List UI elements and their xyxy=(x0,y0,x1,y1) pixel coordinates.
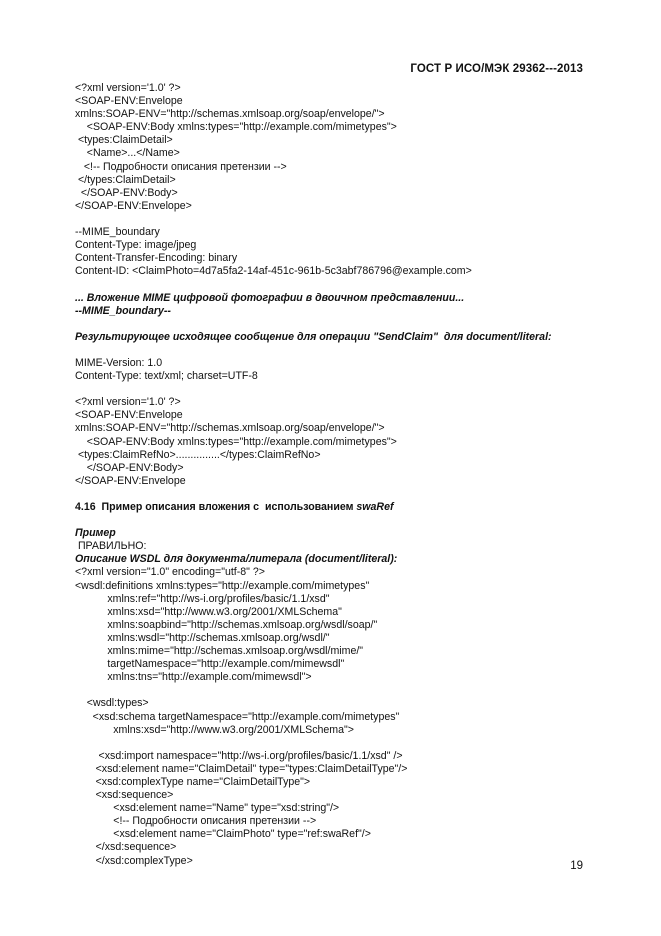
correct-label: ПРАВИЛЬНО: xyxy=(75,540,147,553)
code-line: <xsd:complexType name="ClaimDetailType"> xyxy=(75,775,311,788)
code-line: xmlns:wsdl="http://schemas.xmlsoap.org/wsdl/" xyxy=(75,631,330,644)
code-line: <xsd:element name="ClaimDetail" type="types:ClaimDetailType"/> xyxy=(75,762,408,775)
section-heading xyxy=(75,501,615,514)
code-line: xmlns:SOAP-ENV="http://schemas.xmlsoap.org/soap/envelope/"> xyxy=(75,108,385,121)
code-line: </SOAP-ENV:Envelope> xyxy=(75,199,192,212)
code-line: <SOAP-ENV:Envelope xyxy=(75,409,183,422)
code-line: xmlns:soapbind="http://schemas.xmlsoap.org/wsdl/soap/" xyxy=(75,618,378,631)
code-line: <?xml version='1.0' ?> xyxy=(75,82,181,94)
mime-boundary-end: --MIME_boundary-- xyxy=(75,304,171,317)
code-line: </xsd:sequence> xyxy=(75,841,177,854)
code-line: <xsd:import namespace="http://ws-i.org/profiles/basic/1.1/xsd" /> xyxy=(75,749,403,762)
wsdl-definitions xyxy=(75,566,615,684)
attachment-note-line: ... Вложение MIME цифровой фотографии в двоичном представлении... xyxy=(75,291,465,304)
attachment-note xyxy=(75,292,615,318)
section-heading-text: 4.16 Пример описания вложения с использованием xyxy=(75,501,357,513)
page-number: 19 xyxy=(570,860,583,872)
code-line: <SOAP-ENV:Body xmlns:types="http://example.com/mimetypes"> xyxy=(75,121,397,134)
code-line: <SOAP-ENV:Envelope xyxy=(75,95,183,108)
wsdl-types xyxy=(75,697,615,736)
mime-headers xyxy=(75,357,615,383)
section-heading-emphasis: swaRef xyxy=(356,501,394,513)
code-line: xmlns:tns="http://example.com/mimewsdl"> xyxy=(75,671,312,684)
code-line: <wsdl:types> xyxy=(75,697,149,710)
code-line: </SOAP-ENV:Envelope xyxy=(75,474,186,487)
code-line: xmlns:ref="http://ws-i.org/profiles/basic/1.1/xsd" xyxy=(75,592,330,605)
code-line: </SOAP-ENV:Body> xyxy=(75,461,184,474)
code-line: targetNamespace="http://example.com/mimewsdl" xyxy=(75,658,345,671)
example-label: Пример xyxy=(75,527,116,540)
code-line: <?xml version='1.0' ?> xyxy=(75,396,181,409)
code-line: xmlns:SOAP-ENV="http://schemas.xmlsoap.org/soap/envelope/"> xyxy=(75,422,385,435)
code-line: Content-Transfer-Encoding: binary xyxy=(75,252,238,265)
result-heading: Результирующее исходящее сообщение для операции "SendClaim" для document/literal: xyxy=(75,330,552,343)
code-line: <xsd:schema targetNamespace="http://example.com/mimetypes" xyxy=(75,710,400,723)
code-line: xmlns:xsd="http://www.w3.org/2001/XMLSchema" xyxy=(75,605,342,618)
code-line: xmlns:mime="http://schemas.xmlsoap.org/wsdl/mime/" xyxy=(75,645,364,658)
code-line: <wsdl:definitions xmlns:types="http://example.com/mimetypes" xyxy=(75,579,370,592)
code-line: Content-Type: image/jpeg xyxy=(75,239,197,252)
mime-part-headers xyxy=(75,226,615,278)
code-line: <!-- Подробности описания претензии --> xyxy=(75,815,317,828)
code-line: <types:ClaimRefNo>...............</types:ClaimRefNo> xyxy=(75,448,321,461)
code-line: <Name>...</Name> xyxy=(75,147,180,160)
standard-header: ГОСТ Р ИСО/МЭК 29362---2013 xyxy=(410,63,583,75)
code-line: xmlns:xsd="http://www.w3.org/2001/XMLSchema"> xyxy=(75,723,354,736)
code-line: </xsd:complexType> xyxy=(75,854,193,867)
code-line: </SOAP-ENV:Body> xyxy=(75,186,178,199)
page-content xyxy=(75,82,615,868)
code-line: <xsd:element name="ClaimPhoto" type="ref:swaRef"/> xyxy=(75,828,371,841)
code-line: <SOAP-ENV:Body xmlns:types="http://example.com/mimetypes"> xyxy=(75,435,397,448)
code-line: <types:ClaimDetail> xyxy=(75,134,173,147)
code-line: Content-Type: text/xml; charset=UTF-8 xyxy=(75,370,258,383)
code-line: <!-- Подробности описания претензии --> xyxy=(75,160,287,173)
code-line: <?xml version="1.0" encoding="utf-8" ?> xyxy=(75,566,265,579)
code-line: <xsd:sequence> xyxy=(75,789,174,802)
soap-envelope-claim-detail xyxy=(75,82,615,213)
xsd-schema-body xyxy=(75,750,615,868)
code-line: <xsd:element name="Name" type="xsd:string"/> xyxy=(75,802,340,815)
code-line: MIME-Version: 1.0 xyxy=(75,356,163,369)
code-line: </types:ClaimDetail> xyxy=(75,173,176,186)
wsdl-heading: Описание WSDL для документа/литерала (document/literal): xyxy=(75,553,398,566)
code-line: --MIME_boundary xyxy=(75,226,160,239)
code-line: Content-ID: <ClaimPhoto=4d7a5fa2-14af-451c-961b-5c3abf786796@example.com> xyxy=(75,265,472,278)
soap-envelope-claim-refno xyxy=(75,396,615,488)
